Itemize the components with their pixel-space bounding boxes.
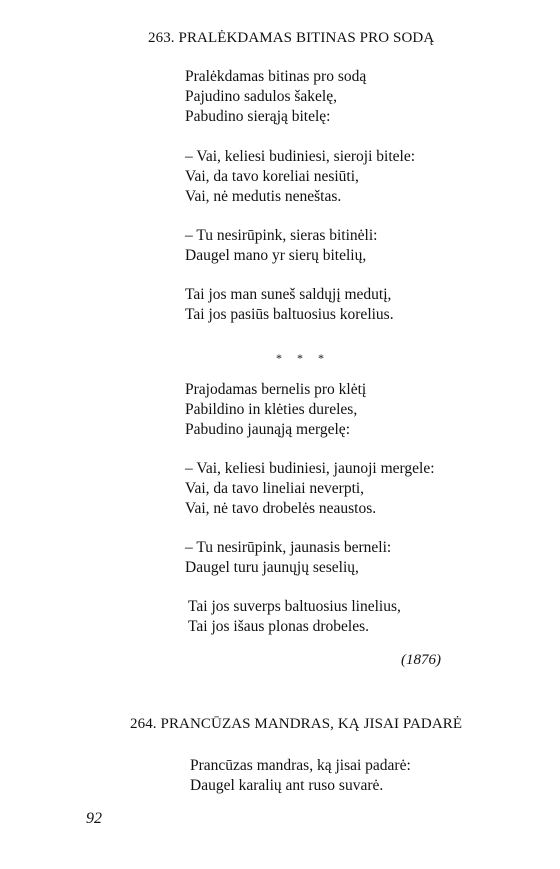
page-number: 92 (86, 810, 102, 827)
verse-line: Prajodamas bernelis pro klėtį (185, 381, 367, 398)
verse-line: Vai, nė medutis neneštas. (185, 188, 342, 205)
poem-263-stanza-8 (188, 597, 401, 637)
poem-264-stanza-1 (190, 756, 411, 796)
verse-line: Daugel turu jaunųjų seselių, (185, 559, 359, 576)
poem-263-heading: 263. PRALĖKDAMAS BITINAS PRO SODĄ (148, 30, 435, 46)
verse-line: Pabildino in klėties dureles, (185, 401, 358, 418)
poem-263-stanza-1 (185, 67, 366, 127)
verse-line: Daugel mano yr sierų bitelių, (185, 247, 367, 264)
verse-line: Tai jos suverps baltuosius linelius, (188, 598, 401, 615)
poem-263-stanza-5 (185, 380, 366, 440)
verse-line: – Tu nesirūpink, jaunasis berneli: (185, 539, 392, 556)
poem-263-stanza-7 (185, 538, 391, 578)
verse-line: Vai, nė tavo drobelės neaustos. (185, 500, 377, 517)
verse-line: Pajudino sadulos šakelę, (185, 88, 337, 105)
verse-line: – Tu nesirūpink, sieras bitinėli: (185, 227, 378, 244)
verse-line: – Vai, keliesi budiniesi, sieroji bitele: (185, 148, 416, 165)
verse-line: Daugel karalių ant ruso suvarė. (190, 777, 384, 794)
poem-263-stanza-2 (185, 147, 415, 207)
poem-263-stanza-4 (185, 285, 394, 325)
verse-line: Pralėkdamas bitinas pro sodą (185, 68, 367, 85)
verse-line: Vai, da tavo koreliai nesiūti, (185, 168, 359, 185)
verse-line: – Vai, keliesi budiniesi, jaunoji mergele: (185, 460, 435, 477)
poem-263-stanza-3 (185, 226, 377, 266)
verse-line: Tai jos išaus plonas drobeles. (188, 618, 370, 635)
section-separator: * * * (276, 351, 330, 365)
verse-line: Pabudino sierąją bitelę: (185, 108, 331, 125)
verse-line: Vai, da tavo lineliai neverpti, (185, 480, 365, 497)
verse-line: Tai jos man suneš saldųjį medutį, (185, 286, 392, 303)
poem-263-year: (1876) (401, 652, 441, 668)
poem-263-stanza-6 (185, 459, 435, 519)
verse-line: Prancūzas mandras, ką jisai padarė: (190, 757, 411, 774)
verse-line: Tai jos pasiūs baltuosius korelius. (185, 306, 394, 323)
verse-line: Pabudino jaunąją mergelę: (185, 421, 350, 438)
poem-264-heading: 264. PRANCŪZAS MANDRAS, KĄ JISAI PADARĖ (130, 716, 463, 732)
